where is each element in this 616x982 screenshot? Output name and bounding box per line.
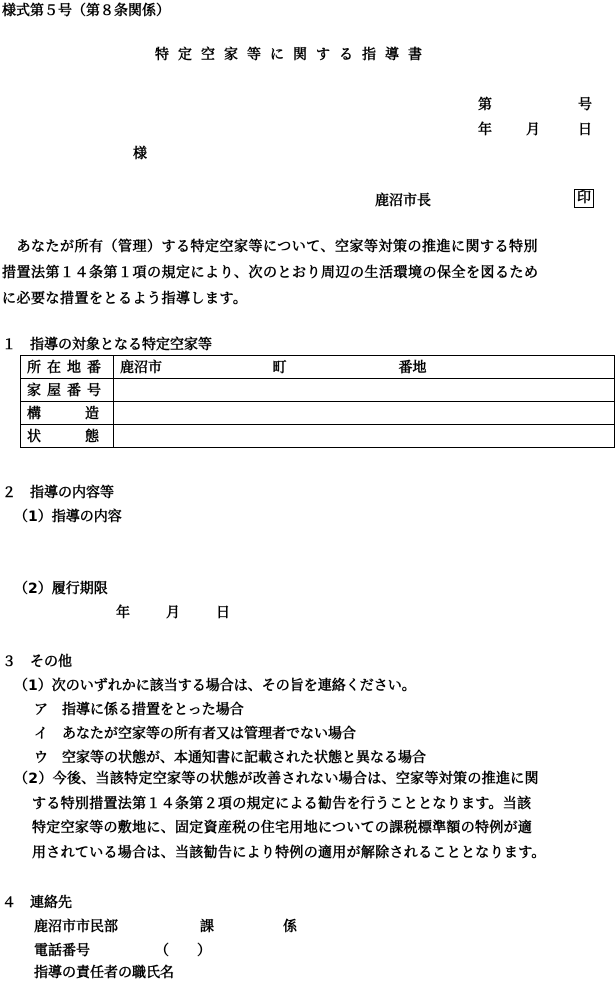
table-row xyxy=(21,356,615,379)
doc-number-prefix: 第 xyxy=(478,97,492,113)
deadline-heading: （2）履行期限 xyxy=(14,581,108,597)
contact-department: 鹿沼市市民部 xyxy=(34,919,118,935)
structure-label-char: 構 xyxy=(27,406,41,422)
town-label: 町 xyxy=(272,360,287,376)
sender-name: 鹿沼市長 xyxy=(375,193,431,209)
phone-area-code: （ ） xyxy=(155,943,211,959)
phone-label: 電話番号 xyxy=(34,943,90,959)
contact-division: 課 xyxy=(200,919,214,935)
section2-heading: ２ 指導の内容等 xyxy=(2,485,114,501)
intro-line: に必要な措置をとるよう指導します。 xyxy=(2,291,248,307)
case-item: イ あなたが空家等の所有者又は管理者でない場合 xyxy=(34,726,356,742)
table-row xyxy=(21,402,615,425)
structure-value xyxy=(114,402,615,425)
deadline-day: 日 xyxy=(216,605,230,621)
intro-paragraph xyxy=(2,234,539,312)
lot-label: 番地 xyxy=(398,360,427,376)
contact-subsection: 係 xyxy=(283,919,297,935)
house-number-label: 家屋番号 xyxy=(21,379,114,402)
warning-line: する特別措置法第１４条第２項の規定による勧告を行うこととなります。当該 xyxy=(32,795,532,812)
case-item: ウ 空家等の状態が、本通知書に記載された状態と異なる場合 xyxy=(34,750,426,766)
date-year: 年 xyxy=(478,122,492,138)
date-month: 月 xyxy=(526,122,540,138)
doc-number-suffix: 号 xyxy=(578,97,592,113)
target-property-table xyxy=(20,355,615,448)
document-title: 特定空家等に関する指導書 xyxy=(155,47,431,63)
recipient-suffix: 様 xyxy=(133,146,147,162)
deadline-year: 年 xyxy=(116,605,130,621)
seal-mark: 印 xyxy=(574,189,594,208)
recommendation-warning xyxy=(14,767,546,865)
condition-label xyxy=(27,426,99,446)
warning-line: 用されている場合は、当該勧告により特例の適用が解除されることとなります。 xyxy=(32,844,546,861)
form-label: 様式第５号（第８条関係） xyxy=(2,3,170,19)
section1-heading: １ 指導の対象となる特定空家等 xyxy=(2,337,212,353)
condition-value xyxy=(114,425,615,448)
condition-label-char: 状 xyxy=(27,429,41,445)
case-item: ア 指導に係る措置をとった場合 xyxy=(34,702,244,718)
location-value xyxy=(114,356,615,379)
warning-line: （2）今後、当該特定空家等の状態が改善されない場合は、空家等対策の推進に関 xyxy=(14,771,539,787)
location-label: 所在地番 xyxy=(21,356,114,379)
structure-label-char: 造 xyxy=(85,406,99,422)
house-number-value xyxy=(114,379,615,402)
intro-line: 措置法第１４条第１項の規定により、次のとおり周辺の生活環境の保全を図るため xyxy=(2,265,539,281)
section3-heading: ３ その他 xyxy=(2,654,72,670)
contact-request: （1）次のいずれかに該当する場合は、その旨を連絡ください。 xyxy=(14,678,416,694)
structure-label xyxy=(27,403,99,423)
section4-heading: ４ 連絡先 xyxy=(2,895,72,911)
deadline-month: 月 xyxy=(166,605,180,621)
table-row xyxy=(21,379,615,402)
date-day: 日 xyxy=(578,122,592,138)
responsible-officer-label: 指導の責任者の職氏名 xyxy=(34,965,174,981)
table-row xyxy=(21,425,615,448)
intro-line: あなたが所有（管理）する特定空家等について、空家等対策の推進に関する特別 xyxy=(2,239,538,255)
condition-label-char: 態 xyxy=(85,429,99,445)
warning-line: 特定空家等の敷地に、固定資産税の住宅用地についての課税標準額の特例が適 xyxy=(32,820,533,836)
guidance-content-heading: （1）指導の内容 xyxy=(14,509,122,525)
city-name: 鹿沼市 xyxy=(120,360,162,376)
